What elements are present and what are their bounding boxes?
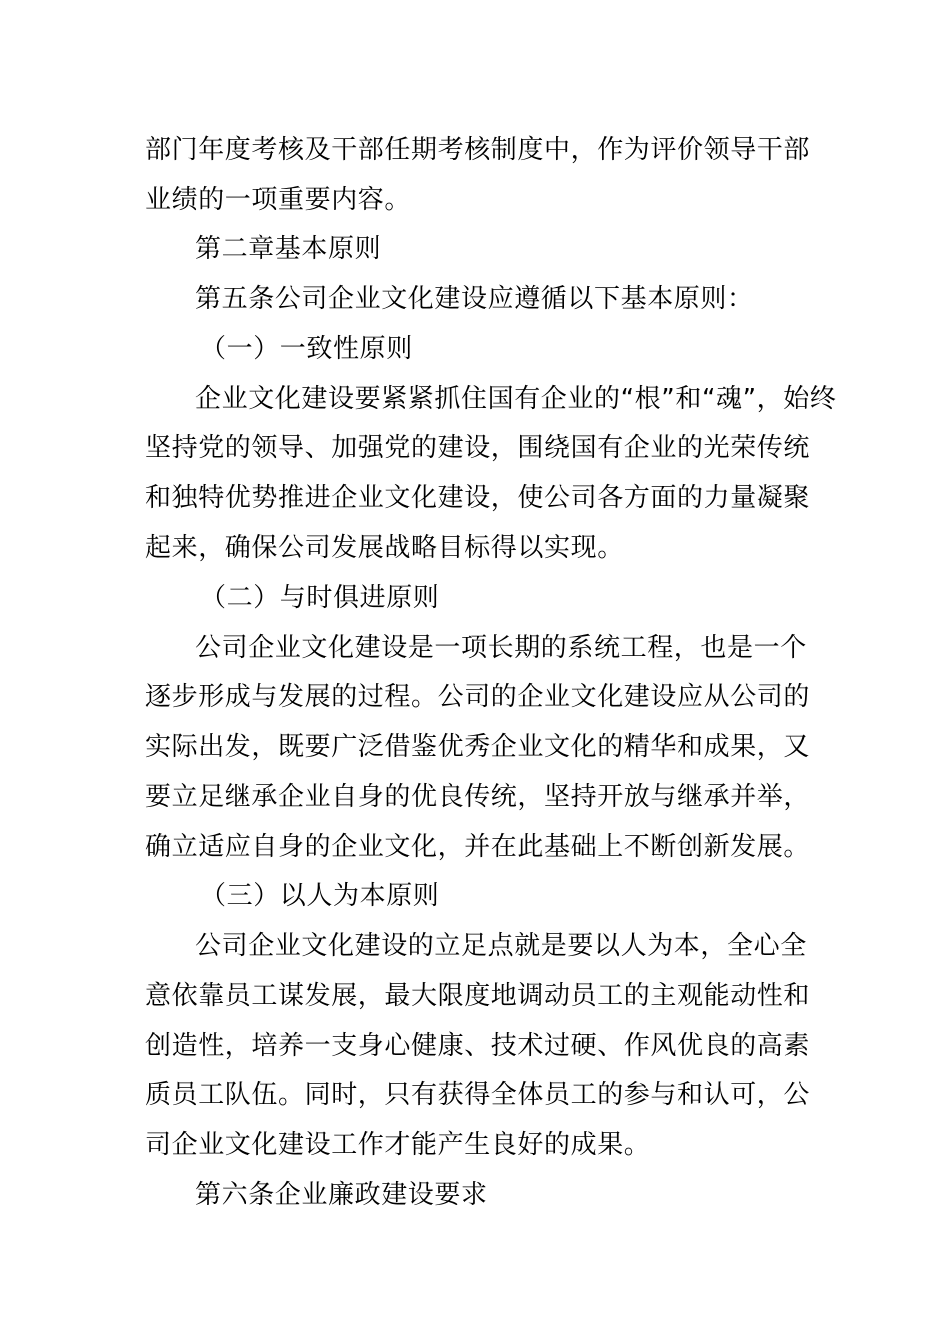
paragraph-line: 实际出发，既要广泛借鉴优秀企业文化的精华和成果，又 <box>145 732 811 762</box>
paragraph-line: 确立适应自身的企业文化，并在此基础上不断创新发展。 <box>145 832 811 862</box>
paragraph-line: 创造性，培养一支身心健康、技术过硬、作风优良的高素 <box>145 1031 811 1061</box>
paragraph-line: 业绩的一项重要内容。 <box>145 185 412 215</box>
paragraph-line: 要立足继承企业自身的优良传统，坚持开放与继承并举， <box>145 782 811 812</box>
chapter-heading: 第二章基本原则 <box>195 234 382 264</box>
paragraph-line: 意依靠员工谋发展，最大限度地调动员工的主观能动性和 <box>145 981 811 1011</box>
paragraph-line: 和独特优势推进企业文化建设，使公司各方面的力量凝聚 <box>145 483 811 513</box>
paragraph-line: 公司企业文化建设的立足点就是要以人为本，全心全 <box>195 931 807 961</box>
paragraph-line: 司企业文化建设工作才能产生良好的成果。 <box>145 1130 651 1160</box>
paragraph-line: 企业文化建设要紧紧抓住国有企业的“根”和“魂”，始终 <box>195 384 837 414</box>
article-heading: 第五条公司企业文化建设应遵循以下基本原则： <box>195 284 754 314</box>
section-heading: （一）一致性原则 <box>200 334 413 364</box>
paragraph-line: 坚持党的领导、加强党的建设，围绕国有企业的光荣传统 <box>145 433 811 463</box>
section-heading: （二）与时俱进原则 <box>200 583 440 613</box>
paragraph-line: 部门年度考核及干部任期考核制度中，作为评价领导干部 <box>145 135 811 165</box>
paragraph-line: 起来，确保公司发展战略目标得以实现。 <box>145 533 624 563</box>
article-heading: 第六条企业廉政建设要求 <box>195 1180 488 1210</box>
paragraph-line: 逐步形成与发展的过程。公司的企业文化建设应从公司的 <box>145 682 811 712</box>
paragraph-line: 公司企业文化建设是一项长期的系统工程，也是一个 <box>195 633 807 663</box>
paragraph-line: 质员工队伍。同时，只有获得全体员工的参与和认可，公 <box>145 1080 811 1110</box>
section-heading: （三）以人为本原则 <box>200 881 440 911</box>
